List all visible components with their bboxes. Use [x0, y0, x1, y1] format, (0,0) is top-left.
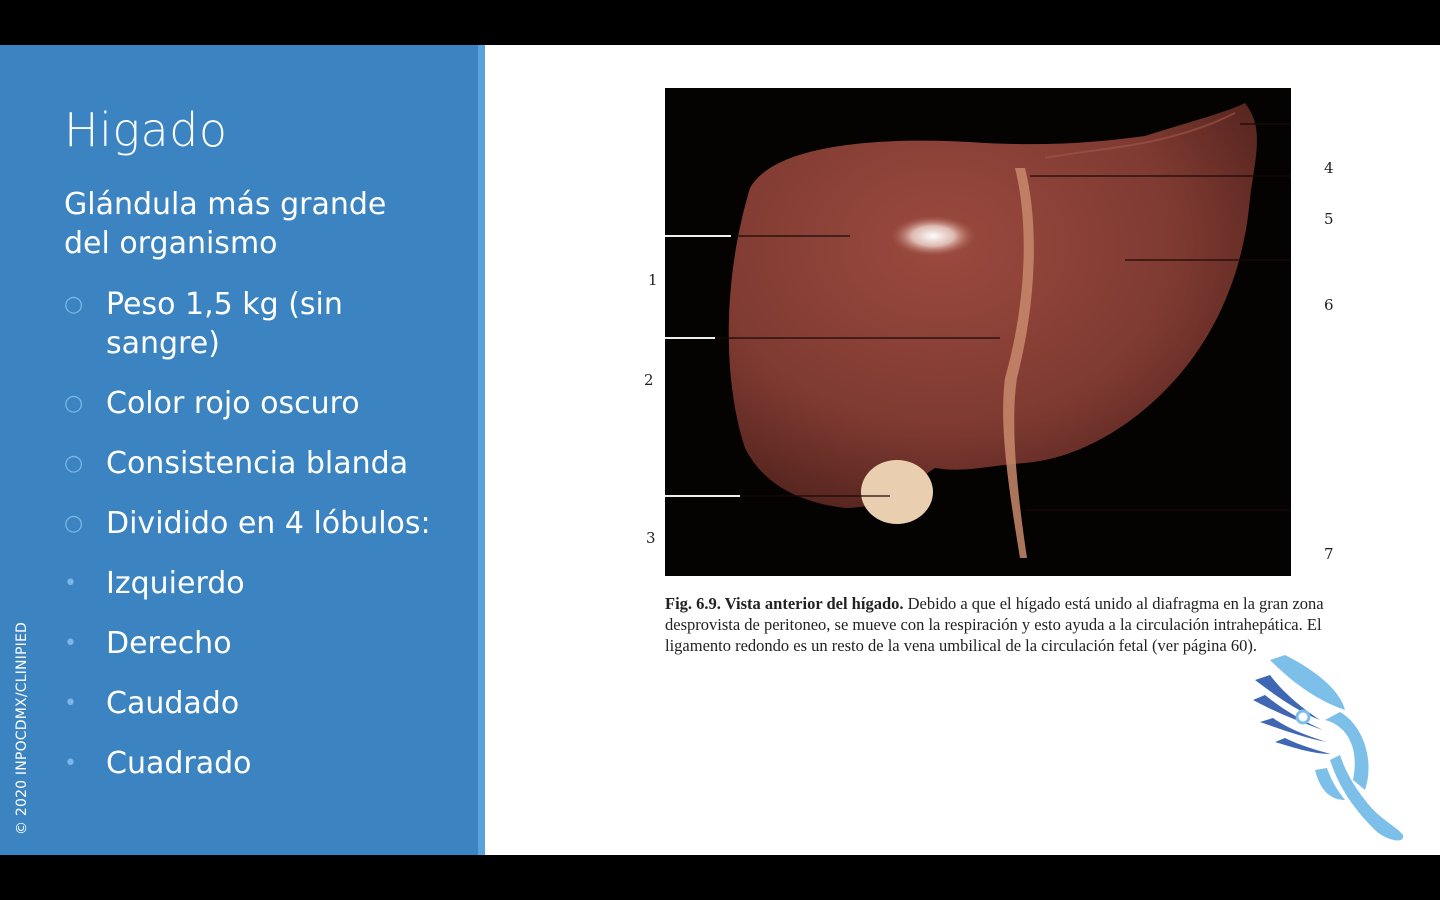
figure-label-6: 6	[1324, 296, 1334, 314]
slide	[0, 45, 1440, 855]
bullet-item	[64, 564, 464, 603]
figure-label-2: 2	[644, 371, 654, 389]
liver-figure	[640, 85, 1360, 685]
bullet-list	[64, 285, 464, 804]
panel-divider	[478, 45, 485, 855]
text-panel	[0, 45, 478, 855]
hollow-circle-icon: ○	[64, 511, 84, 536]
bullet-item	[64, 624, 464, 663]
hollow-circle-icon: ○	[64, 391, 84, 416]
figure-label-7: 7	[1324, 545, 1334, 563]
bullet-item	[64, 285, 464, 363]
bullet-text: Caudado	[106, 686, 240, 721]
bullet-dot-icon: •	[64, 631, 77, 656]
bullet-text: Cuadrado	[106, 746, 252, 781]
bullet-text: Derecho	[106, 626, 232, 661]
bullet-text: Izquierdo	[106, 566, 245, 601]
bullet-text: Dividido en 4 lóbulos:	[106, 506, 431, 541]
bullet-text: Color rojo oscuro	[106, 386, 360, 421]
bullet-dot-icon: •	[64, 571, 77, 596]
bullet-item	[64, 384, 464, 423]
bullet-item	[64, 684, 464, 723]
slide-subtitle: Glándula más grande del organismo	[64, 187, 387, 261]
bullet-item	[64, 504, 464, 543]
copyright-notice: © 2020 INPOCDMX/CLINIPIED	[14, 621, 30, 835]
figure-label-1: 1	[648, 271, 658, 289]
winged-foot-logo-icon	[1245, 650, 1415, 850]
liver-illustration	[665, 88, 1291, 576]
figure-label-5: 5	[1324, 210, 1334, 228]
figure-label-4: 4	[1324, 159, 1334, 177]
bullet-dot-icon: •	[64, 751, 77, 776]
slide-title: Higado	[64, 103, 228, 157]
liver-photo	[665, 88, 1291, 576]
figure-caption	[665, 593, 1345, 656]
caption-heading: Fig. 6.9. Vista anterior del hígado.	[665, 594, 904, 613]
figure-label-3: 3	[646, 529, 656, 547]
bullet-text: Consistencia blanda	[106, 446, 409, 481]
bullet-item	[64, 744, 464, 783]
bullet-text: Peso 1,5 kg (sin sangre)	[106, 287, 343, 361]
hollow-circle-icon: ○	[64, 292, 84, 317]
caption-body: Debido a que el hígado está unido al diafragma en la gran zona desprovista de peritoneo, se mueve con la respiración y esto ayuda a la circulación intrahepática. El ligamento redondo es un resto de la vena umbilical de la circulación fetal (ver página 60).	[665, 594, 1324, 655]
bullet-dot-icon: •	[64, 691, 77, 716]
hollow-circle-icon: ○	[64, 451, 84, 476]
bullet-item	[64, 444, 464, 483]
